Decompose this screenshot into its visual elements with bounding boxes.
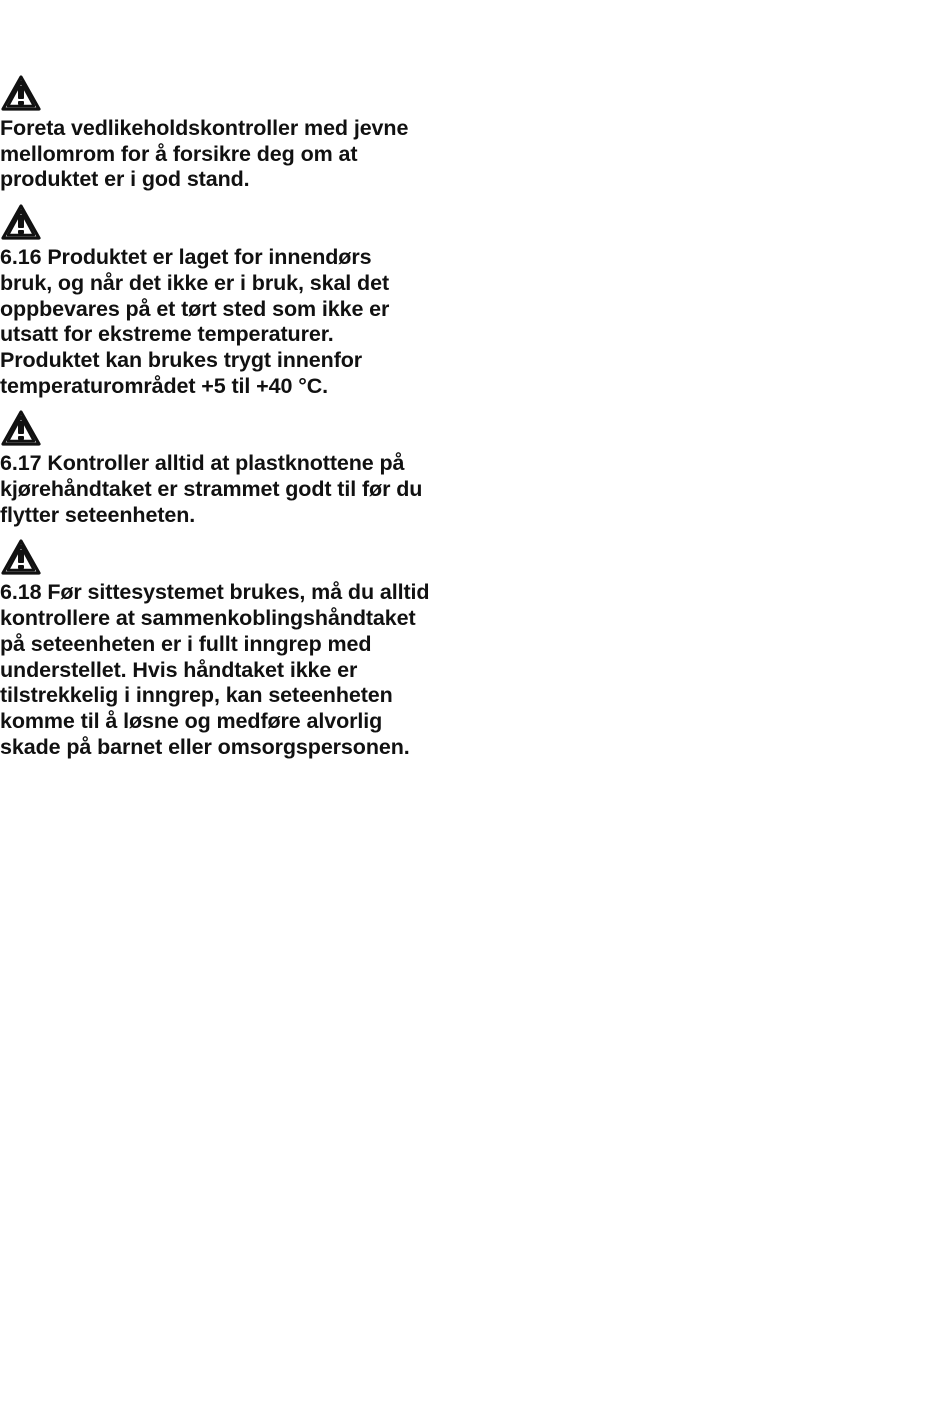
- warning-triangle-icon: [0, 203, 42, 241]
- warning-block-6-17: [0, 409, 470, 528]
- warning-block-6-16: [0, 203, 470, 399]
- warning-block-6-18: [0, 538, 470, 760]
- warning-text: 6.17 Kontroller alltid at plastknottene på kjørehåndtaket er strammet godt til før du flytter seteenheten.: [0, 451, 423, 527]
- warning-triangle-icon: [0, 409, 42, 447]
- warning-text: 6.18 Før sittesystemet brukes, må du alltid kontrollere at sammenkoblingshåndtaket på seteenheten er i fullt inngrep med understellet. Hvis håndtaket ikke er tilstrekkelig i inngrep, kan seteenheten komme til å løsne og medføre alvorlig skade på barnet eller omsorgspersonen.: [0, 580, 430, 759]
- warning-triangle-icon: [0, 74, 42, 112]
- warning-text: 6.16 Produktet er laget for innendørs bruk, og når det ikke er i bruk, skal det oppbevares på et tørt sted som ikke er utsatt for ekstreme temperaturer. Produktet kan brukes trygt innenfor temperaturområdet +5 til +40 °C.: [0, 245, 390, 398]
- warning-text: Foreta vedlikeholdskontroller med jevne mellomrom for å forsikre deg om at produktet er i god stand.: [0, 116, 409, 192]
- warnings-column: [0, 74, 470, 770]
- warning-block-maintenance: [0, 74, 470, 193]
- warning-triangle-icon: [0, 538, 42, 576]
